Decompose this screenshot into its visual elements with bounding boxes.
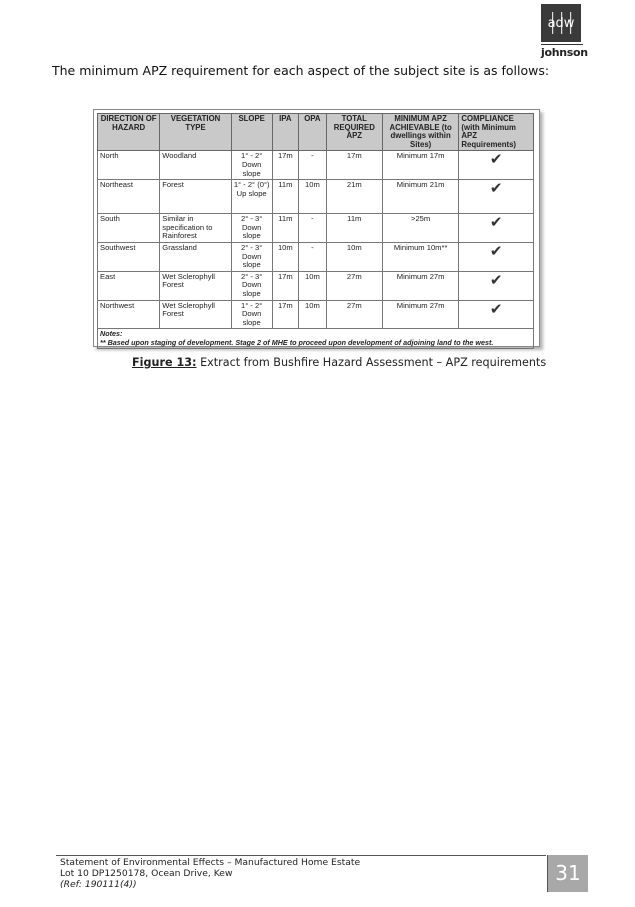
cell-vegetation: Woodland: [160, 151, 231, 180]
header-ipa: IPA: [272, 114, 299, 151]
cell-compliance: [459, 214, 534, 243]
cell-ipa: 11m: [272, 180, 299, 214]
company-logo: [541, 4, 588, 59]
cell-slope: 2° - 3° Down slope: [231, 214, 272, 243]
cell-ipa: 17m: [272, 271, 299, 300]
cell-slope: 1° - 2° Down slope: [231, 300, 272, 329]
cell-vegetation: Grassland: [160, 242, 231, 271]
cell-ipa: 17m: [272, 151, 299, 180]
cell-slope: 1° - 2° Down slope: [231, 151, 272, 180]
footer-line-1: Statement of Environmental Effects – Manufactured Home Estate: [60, 857, 361, 868]
table-notes: [98, 329, 534, 349]
cell-opa: 10m: [299, 180, 327, 214]
cell-opa: -: [299, 151, 327, 180]
cell-compliance: [459, 242, 534, 271]
table-row: [98, 271, 534, 300]
page-number: 31: [548, 855, 588, 892]
cell-minimum: Minimum 10m**: [382, 242, 459, 271]
cell-total: 17m: [326, 151, 382, 180]
cell-total: 11m: [326, 214, 382, 243]
table-notes-row: [98, 329, 534, 349]
cell-compliance: [459, 300, 534, 329]
check-icon: ✔: [489, 179, 503, 198]
header-total: TOTAL REQUIRED APZ: [326, 114, 382, 151]
check-icon: ✔: [489, 270, 503, 289]
cell-vegetation: Wet Sclerophyll Forest: [160, 271, 231, 300]
apz-table: [97, 113, 534, 349]
logo-mark-text: adw: [547, 16, 575, 31]
table-row: [98, 242, 534, 271]
cell-total: 21m: [326, 180, 382, 214]
table-row: [98, 151, 534, 180]
notes-text: ** Based upon staging of development. Stage 2 of MHE to proceed upon development of adjoining land to the west.: [100, 337, 494, 347]
figure-caption-text: Extract from Bushfire Hazard Assessment – APZ requirements: [200, 356, 547, 369]
table-row: [98, 214, 534, 243]
table-row: [98, 300, 534, 329]
cell-opa: 10m: [299, 271, 327, 300]
table-row: [98, 180, 534, 214]
apz-table-figure: [93, 109, 540, 347]
cell-opa: -: [299, 214, 327, 243]
footer-divider: [56, 855, 546, 856]
cell-direction: East: [98, 271, 160, 300]
cell-slope: 2° - 3° Down slope: [231, 242, 272, 271]
cell-ipa: 10m: [272, 242, 299, 271]
cell-vegetation: Forest: [160, 180, 231, 214]
figure-caption: [132, 356, 546, 369]
check-icon: ✔: [489, 150, 503, 169]
cell-direction: North: [98, 151, 160, 180]
cell-slope: 1° - 2° (0°) Up slope: [231, 180, 272, 214]
cell-ipa: 11m: [272, 214, 299, 243]
cell-compliance: [459, 151, 534, 180]
cell-direction: Northwest: [98, 300, 160, 329]
header-vegetation: VEGETATION TYPE: [160, 114, 231, 151]
cell-total: 27m: [326, 300, 382, 329]
cell-slope: 2° - 3° Down slope: [231, 271, 272, 300]
check-icon: ✔: [489, 213, 503, 232]
cell-direction: South: [98, 214, 160, 243]
header-compliance: COMPLIANCE (with Minimum APZ Requirements): [459, 114, 534, 151]
figure-label: Figure 13:: [132, 356, 197, 369]
footer-line-2: Lot 10 DP1250178, Ocean Drive, Kew: [60, 868, 233, 879]
header-opa: OPA: [299, 114, 327, 151]
footer-text: [60, 857, 360, 890]
cell-total: 10m: [326, 242, 382, 271]
header-minimum: MINIMUM APZ ACHIEVABLE (to dwellings within Sites): [382, 114, 459, 151]
cell-minimum: Minimum 17m: [382, 151, 459, 180]
cell-minimum: Minimum 27m: [382, 271, 459, 300]
cell-ipa: 17m: [272, 300, 299, 329]
cell-direction: Southwest: [98, 242, 160, 271]
cell-minimum: >25m: [382, 214, 459, 243]
cell-minimum: Minimum 27m: [382, 300, 459, 329]
table-header-row: [98, 114, 534, 151]
intro-paragraph: The minimum APZ requirement for each aspect of the subject site is as follows:: [52, 63, 550, 78]
cell-opa: 10m: [299, 300, 327, 329]
cell-compliance: [459, 271, 534, 300]
header-direction: DIRECTION OF HAZARD: [98, 114, 160, 151]
logo-mark: [541, 4, 581, 42]
cell-vegetation: Wet Sclerophyll Forest: [160, 300, 231, 329]
cell-direction: Northeast: [98, 180, 160, 214]
logo-name: johnson: [541, 46, 588, 59]
cell-compliance: [459, 180, 534, 214]
check-icon: ✔: [489, 241, 503, 260]
cell-minimum: Minimum 21m: [382, 180, 459, 214]
check-icon: ✔: [489, 299, 503, 318]
notes-title: Notes:: [100, 329, 123, 339]
cell-opa: -: [299, 242, 327, 271]
header-slope: SLOPE: [231, 114, 272, 151]
cell-vegetation: Similar in specification to Rainforest: [160, 214, 231, 243]
footer-reference: (Ref: 190111(4)): [60, 879, 137, 890]
cell-total: 27m: [326, 271, 382, 300]
